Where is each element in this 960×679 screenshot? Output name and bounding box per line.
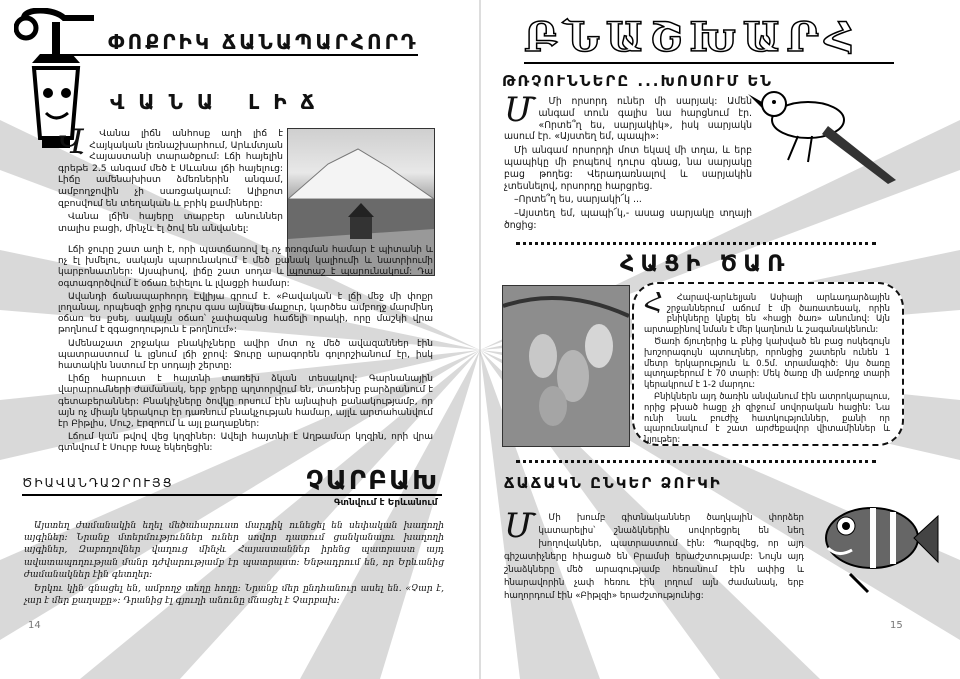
article-paragraph: Ամենաշատ շրջակա բնակիչները ավիր մոտ ոչ մեծ ավազաններ էին պատրաստում և լցնում լճի ջրով: Ջուրը արագորեն գոլորշիանում էր, իսկ հատակին նստում էր սոդայի շերտը:	[58, 338, 433, 372]
fish-title: ՃԱՃԱԿՆ ԸՆԿԵՐ ՁՈՒԿԻ	[504, 474, 722, 492]
birds-paragraph: –Որտե՞ղ ես, սարյակի՜կ ...	[514, 194, 642, 206]
page-number-left: 14	[28, 620, 41, 631]
birds-paragraph: Մի անգամ որսորդի մոտ եկավ մի տղա, և երբ պապիկը մի բոպեով դուրս գնաց, նա սարյակը բաց թողեց: Վերադառնալով և սարյակին չտեսնելով, որսորդը հարցրեց.	[504, 145, 752, 192]
humor-subtitle: Գտնվում է Երևանում	[334, 498, 438, 508]
page-header-right: ԲՆԱՇԽԱՐՀ	[524, 14, 861, 61]
header-underline	[58, 54, 418, 56]
humor-title: ՉԱՐԲԱԽ	[306, 466, 440, 496]
bread-paragraph: Հարավ-արևելյան Ասիայի արևադարձային շրջաններում աճում է մի ծառատեսակ, որին բնիկները կնքել են «հացի ծառ» անունով: Այն արտաքինով նման է մեր կաղնուն և շագանակենուն:	[644, 292, 890, 334]
birds-body	[504, 90, 752, 234]
dropcap-v: Վ	[58, 122, 86, 162]
article-paragraph: Լիճը հարուստ է հայտնի տառեխ ձկան տեսակով: Գարնանային վարարումների ժամանակ, երբ ջրերը պղտորվում են, տառեխը բարձրանում է գետաբերաններ: Բնակիչները ծովկը որսում էին այնպիսի քանակությամբ, որ այն ոչ միայն կերակուր էր դառնում բնակչության համար, այլև արտահանվում էր Բիթլիս, Մուշ, Էրզրում և այլ քաղաքներ:	[58, 374, 433, 430]
birds-paragraph: –Այստեղ եմ, պապի՜կ,- ասաց սարյակը տղայի ծոցից:	[504, 208, 752, 231]
article-title: ՎԱՆԱ ԼԻՃ	[110, 90, 329, 114]
article-body-wide	[58, 245, 433, 457]
dropcap-h: Հ	[644, 288, 663, 318]
article-paragraph: Վանա լճին հայերը տարբեր անուններ տալիս բացի, մինչև էլ ծով են անվանել:	[58, 211, 283, 234]
bread-body	[644, 288, 890, 446]
dropcap-m2: Մ	[504, 506, 535, 546]
birds-title: ԹՌՉՈՒՆՆԵՐԸ ...ԽՈՍՈՒՄ ԵՆ	[502, 72, 774, 90]
page-number-right: 15	[890, 620, 903, 631]
humor-body	[24, 520, 444, 609]
dotted-divider	[516, 460, 876, 463]
right-page	[480, 0, 960, 679]
article-paragraph: Լճում կան թվով վեց կղզիներ: Ավելի հայտնի է Աղթամար կղզին, որի վրա գտնվում է Սուրբ Խաչ եկեղեցին:	[58, 432, 433, 454]
bread-paragraph: Ծառի ճյուղերից և բնից կախված են բաց ոսկեգույն խոշորագույն պտուղներ, որոնցից շատերն ունեն 1 մետր երկարություն և 0.5մ. տրամագիծ: Այս ծառը պտղաբերում է 70 տարի: Մեկ ծառը մի ամբողջ տարի կերակրում է 1-2 մարդու:	[644, 336, 890, 389]
humor-label: ԾԻԱՎԱՆԴԱԶՐՈՒՅՑ	[22, 476, 174, 490]
page-header-left: ՓՈՔՐԻԿ ՃԱՆԱՊԱՐՀՈՐԴ	[108, 30, 419, 54]
bread-title: ՀԱՑԻ ԾԱՌ	[620, 252, 791, 277]
breadfruit-photo	[502, 285, 630, 447]
article-paragraph: Վանա լիճն անհոսք աղի լիճ է Հայկական լեռնաշխարհում, Արևմտյան Հայաստանի տարածքում: Լճի հայելին գրեթե 2.5 անգամ մեծ է Սևանա լճի հայելուց: Լիճը ամենախիստ ձմեռներին անգամ, ամբողջովին չի սառցակալում: Ալիքոտ զբոսվում են տեղական և բրիկ քամիները:	[58, 128, 283, 209]
breadfruit-image	[503, 286, 629, 446]
humor-paragraph: Այստեղ ժամանակին եղել մեծահարուստ մարդիկ ունեցել են սեփական խաղողի այգիներ: Նրանք մտերմություններ ուներ սովոր դատում ցանկանալու խաղողի այգիներ, Զաբողովներ վաղուց մինչև Հայաստաններ իրենց պատրաստ այդ ավատապողության մանր դժվարությամբ էր պատրաստ: Ենթադրում են, որ Երևանից ժամանակներ էին գետղեր:	[24, 521, 444, 580]
bird-illustration	[748, 80, 900, 190]
article-paragraph: Լճի ջուրը շատ աղի է, որի պատճառով էլ ոչ ոռոգման համար է պիտանի և ոչ էլ խմելու, սակայն պարունակում է մեծ քանակ կալիումի և նատրիումի կարբոնատներ: Այսպիսով, լիճը շատ սոդա և պոտաշ է պարունակում: Դա օգտագործվում է օճառ եփելու և լվացքի համար:	[58, 245, 433, 289]
dotted-divider	[516, 242, 876, 245]
article-body	[58, 122, 283, 236]
humor-paragraph: Երկու կին գնացել են, ամբողջ տեղը հողը: Նրանք մեր ընդհանուր ասել են. «Չար է, չար է մեր քաղաքը»: Դրանից էլ գյուղի անունը մնացել է Չարբախ:	[24, 584, 444, 607]
fish-paragraph: Մի խումբ գիտնականներ ծաղկային փորձեր կատարելիս՝ շնաձկներին սովորեցրել են նեղ խողովակներ, պատրաստում էին: Պարզվեց, որ այդ գիշատիչները հիացած են Բրամսի երաժշտությամբ: Նույն այդ շնաձկները մեծ արագությամբ հեռանում էին ափից և հնարավորին չափ հեռու էին լողում այն ժամանակ, երբ հաղորդում էին «Բիթլզի» երաժշտությունից:	[504, 513, 804, 601]
article-paragraph: Ավանդի ճանապարհորդ Էվլիյա գրում է. «Բավական է լճի մեջ մի փոքր լողանալ, որպեսզի ջրից դուրս գաս այնպես մաքուր, կարծես ամբողջ մարմինդ օճառ ես քսել, սակայն օճառ՝ չափազանց հաճելի որակի, որը մաշկի վրա թողնում է զգացողություն է թողնում»:	[58, 291, 433, 336]
header-underline-right	[524, 62, 894, 64]
bread-paragraph: Բնիկներն այդ ծառին անվանում էին ատրոկարպուս, որից թխած հացը չի զիջում սովորական հացին: Նա ունի նաև բուժիչ հատկություններ, քանի որ պարունակում է շատ արժեքավոր վիտամիններ և նյութեր:	[644, 391, 890, 444]
fish-body	[504, 506, 804, 605]
dropcap-m: Մ	[504, 90, 535, 130]
birds-paragraph: Մի որսորդ ուներ մի սարյակ: Ամեն անգամ տուն գալիս նա հարցնում էր. «Որտե՞ղ ես, սարյակիկ», իսկ սարյակն ասում էր. «Այստեղ եմ, պապի»:	[504, 96, 752, 143]
fish-illustration	[810, 486, 940, 596]
